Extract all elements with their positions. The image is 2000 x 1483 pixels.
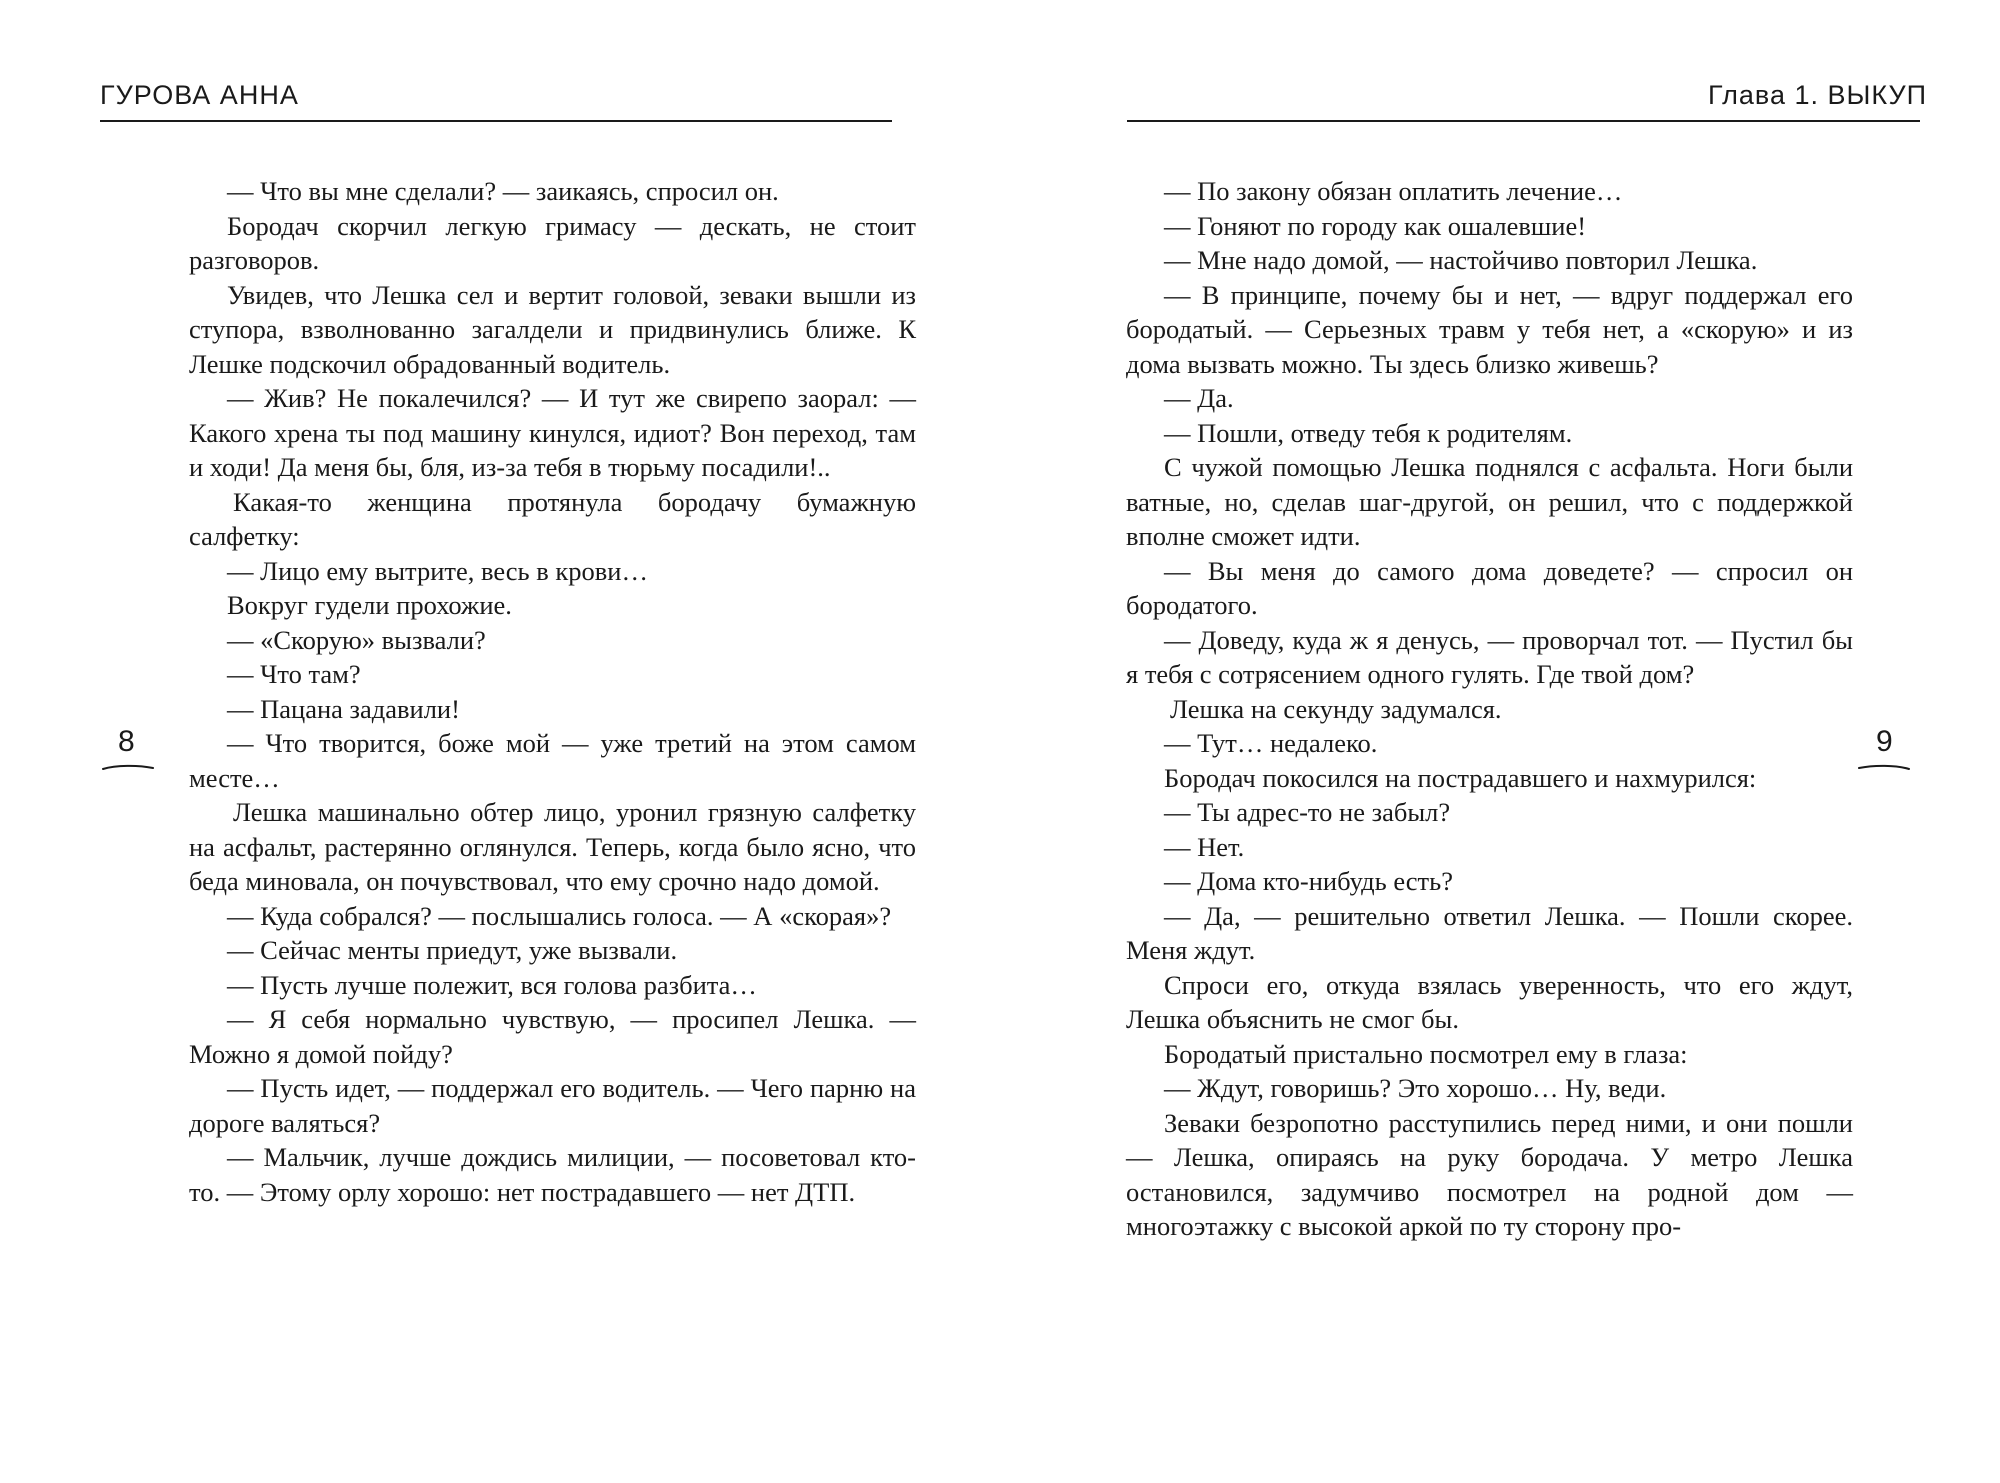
header-rule — [100, 120, 892, 122]
right-page — [1000, 0, 2000, 1483]
page-number: 8 — [118, 725, 135, 758]
paragraph: — Мне надо домой, — настойчиво повторил Лешка. — [1164, 245, 1758, 275]
body-text — [1126, 174, 1853, 1244]
paragraph: Какая-то женщина протянула бородачу бумажную салфетку: — [189, 486, 916, 551]
paragraph: — Доведу, куда ж я денусь, — проворчал тот. — Пустил бы я тебя с сотрясением одного гулять. Где твой дом? — [1126, 624, 1853, 689]
paragraph: — Лицо ему вытрите, весь в крови… — [227, 555, 648, 586]
paragraph: Бородач скорчил легкую гримасу — дескать, не стоит разговоров. — [189, 210, 916, 275]
folio-swash-ornament — [102, 763, 154, 773]
paragraph: — Что вы мне сделали? — заикаясь, спросил он. — [227, 176, 779, 206]
paragraph: — Я себя нормально чувствую, — просипел Лешка. — Можно я домой пойду? — [189, 1004, 916, 1069]
paragraph: — В принципе, почему бы и нет, — вдруг поддержал его бородатый. — Серьезных травм у тебя нет, а «скорую» и из дома вызвать можно. Ты здесь близко живешь? — [1126, 279, 1853, 379]
paragraph: — Пусть идет, — поддержал его водитель. — Чего парню на дороге валяться? — [189, 1073, 916, 1138]
paragraph: — Сейчас менты приедут, уже вызвали. — [227, 935, 678, 965]
paragraph: Зеваки безропотно расступились перед ними, и они пошли — Лешка, опираясь на руку бородача. У метро Лешка остановился, задумчиво посмотрел на родной дом — многоэтажку с высокой аркой по ту сторону про- — [1126, 1107, 1853, 1241]
paragraph: Лешка на секунду задумался. — [1170, 693, 1502, 724]
paragraph: — Пусть лучше полежит, вся голова разбита… — [227, 969, 757, 1000]
paragraph: — Жив? Не покалечился? — И тут же свирепо заорал: — Какого хрена ты под машину кинулся, идиот? Вон переход, там и ходи! Да меня бы, бля, из-за тебя в тюрьму посадили!.. — [189, 383, 916, 482]
paragraph: — Нет. — [1164, 831, 1245, 862]
paragraph: — Что творится, боже мой — уже третий на этом самом месте… — [189, 728, 916, 793]
paragraph: С чужой помощью Лешка поднялся с асфальта. Ноги были ватные, но, сделав шаг-другой, он решил, что с поддержкой вполне сможет идти. — [1126, 452, 1853, 551]
body-text — [189, 174, 916, 1209]
paragraph: — «Скорую» вызвали? — [227, 624, 486, 655]
paragraph: — Гоняют по городу как ошалевшие! — [1164, 210, 1587, 241]
paragraph: — Ждут, говоришь? Это хорошо… Ну, веди. — [1164, 1073, 1667, 1103]
paragraph: Спроси его, откуда взялась уверенность, что его ждут, Лешка объяснить не смог бы. — [1126, 969, 1853, 1034]
paragraph: — Да, — решительно ответил Лешка. — Пошли скорее. Меня ждут. — [1126, 900, 1853, 965]
running-header-author: ГУРОВА АННА — [100, 80, 299, 110]
paragraph: — Пошли, отведу тебя к родителям. — [1164, 417, 1573, 448]
paragraph: — Тут… недалеко. — [1164, 728, 1378, 758]
paragraph: — Ты адрес-то не забыл? — [1164, 797, 1451, 827]
paragraph: Вокруг гудели прохожие. — [227, 590, 512, 620]
header-rule — [1127, 120, 1920, 122]
page-number: 9 — [1876, 725, 1893, 758]
paragraph: — Что там? — [227, 659, 361, 689]
paragraph: — По закону обязан оплатить лечение… — [1164, 176, 1623, 206]
folio-swash-ornament — [1858, 763, 1910, 773]
paragraph: Бородач покосился на пострадавшего и нахмурился: — [1164, 762, 1757, 793]
paragraph: Лешка машинально обтер лицо, уронил грязную салфетку на асфальт, растерянно оглянулся. Теперь, когда было ясно, что беда миновала, он почувствовал, что ему срочно надо домой. — [189, 797, 916, 896]
paragraph: Бородатый пристально посмотрел ему в глаза: — [1164, 1038, 1688, 1069]
paragraph: — Куда собрался? — послышались голоса. — А «скорая»? — [227, 900, 892, 931]
paragraph: — Мальчик, лучше дождись милиции, — посоветовал кто-то. — Этому орлу хорошо: нет пострадавшего — нет ДТП. — [189, 1142, 916, 1207]
running-header-chapter: Глава 1. ВЫКУП — [1708, 80, 1927, 110]
paragraph: — Дома кто-нибудь есть? — [1164, 866, 1453, 896]
paragraph: — Вы меня до самого дома доведете? — спросил он бородатого. — [1126, 555, 1853, 620]
paragraph: — Пацана задавили! — [227, 693, 460, 724]
paragraph: Увидев, что Лешка сел и вертит головой, зеваки вышли из ступора, взволнованно загалдели и придвинулись ближе. К Лешке подскочил обрадованный водитель. — [189, 279, 916, 379]
paragraph: — Да. — [1164, 383, 1234, 413]
